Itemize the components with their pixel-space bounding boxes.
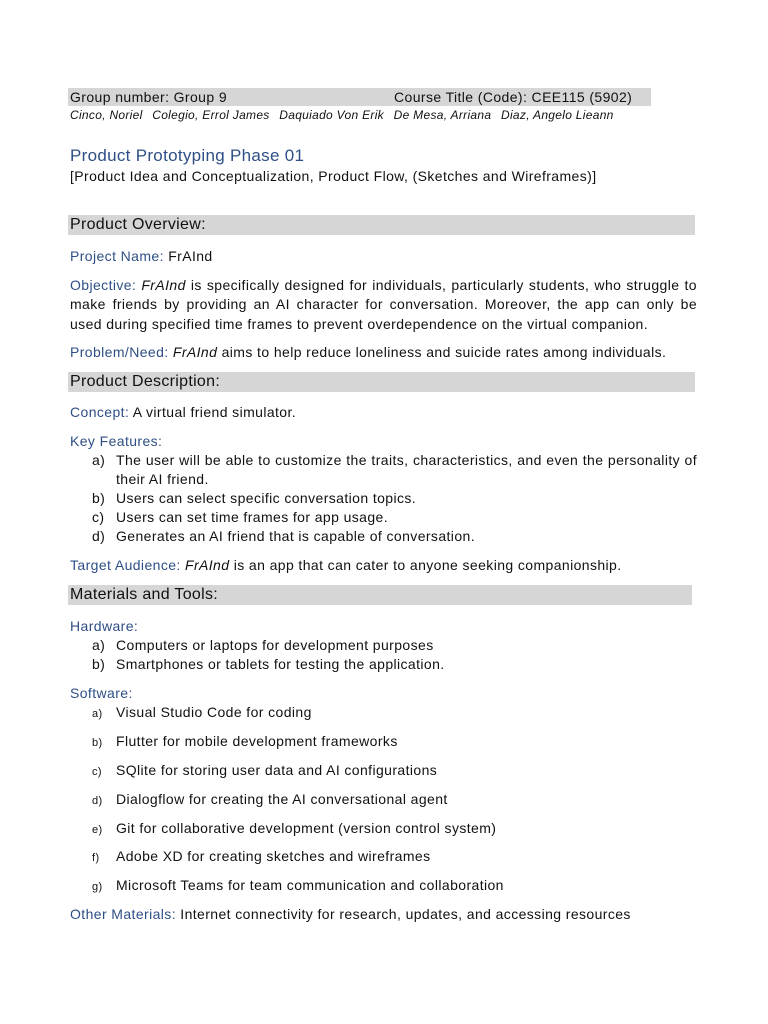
problem-text: aims to help reduce loneliness and suicide rates among individuals. bbox=[217, 344, 667, 360]
section-heading-materials: Materials and Tools: bbox=[68, 585, 692, 605]
list-item bbox=[92, 732, 398, 753]
list-item bbox=[92, 655, 445, 674]
author: De Mesa, Arriana bbox=[393, 108, 492, 122]
list-item bbox=[92, 489, 416, 508]
list-text: Users can set time frames for app usage. bbox=[116, 509, 388, 525]
target-audience-label: Target Audience: bbox=[70, 557, 181, 573]
key-features-label bbox=[70, 432, 162, 450]
list-marker: d) bbox=[92, 795, 103, 807]
list-marker: a) bbox=[92, 452, 106, 468]
list-item bbox=[92, 703, 312, 724]
course-title: Course Title (Code): CEE115 (5902) bbox=[394, 89, 633, 105]
objective-paragraph bbox=[70, 276, 697, 334]
list-marker: b) bbox=[92, 737, 103, 749]
other-materials-line bbox=[70, 905, 631, 923]
list-item bbox=[92, 636, 434, 655]
list-text: Microsoft Teams for team communication and collaboration bbox=[116, 877, 504, 893]
list-item bbox=[92, 527, 475, 546]
target-audience-text: is an app that can cater to anyone seeking companionship. bbox=[229, 557, 622, 573]
objective-app-name: FrAInd bbox=[141, 277, 186, 293]
section-heading-description: Product Description: bbox=[68, 372, 695, 392]
list-marker: f) bbox=[92, 852, 100, 864]
list-marker: b) bbox=[92, 656, 106, 672]
list-text: SQlite for storing user data and AI configurations bbox=[116, 762, 438, 778]
list-text: Adobe XD for creating sketches and wireframes bbox=[116, 848, 431, 864]
list-marker: g) bbox=[92, 881, 103, 893]
author-list bbox=[70, 108, 620, 122]
list-text: Visual Studio Code for coding bbox=[116, 704, 312, 720]
project-name-value: FrAInd bbox=[168, 248, 213, 264]
list-marker: a) bbox=[92, 708, 103, 720]
list-item bbox=[92, 876, 504, 897]
list-text: Dialogflow for creating the AI conversational agent bbox=[116, 791, 448, 807]
project-name-label: Project Name: bbox=[70, 248, 164, 264]
objective-text: is specifically designed for individuals, particularly students, who struggle to make friends by providing an AI character for conversation. Moreover, the app can only be used during specified time frames to prevent overdependence on the virtual companion. bbox=[70, 277, 697, 332]
list-item bbox=[92, 790, 448, 811]
problem-line bbox=[70, 343, 666, 361]
author: Daquiado Von Erik bbox=[279, 108, 384, 122]
other-materials-label: Other Materials: bbox=[70, 906, 176, 922]
problem-app-name: FrAInd bbox=[172, 344, 218, 360]
list-marker: c) bbox=[92, 509, 105, 525]
target-audience-app-name: FrAInd bbox=[185, 557, 230, 573]
author: Cinco, Noriel bbox=[70, 108, 143, 122]
software-label: Software: bbox=[70, 685, 133, 701]
group-number: Group number: Group 9 bbox=[70, 89, 228, 105]
list-marker: a) bbox=[92, 637, 106, 653]
list-marker: c) bbox=[92, 766, 102, 778]
list-item bbox=[92, 761, 437, 782]
list-item bbox=[92, 847, 430, 868]
list-item bbox=[92, 451, 697, 489]
software-label-line bbox=[70, 684, 133, 702]
objective-label: Objective: bbox=[70, 277, 137, 293]
target-audience-line bbox=[70, 556, 622, 574]
hardware-label-line bbox=[70, 617, 138, 635]
problem-label: Problem/Need: bbox=[70, 344, 169, 360]
phase-title: Product Prototyping Phase 01 bbox=[70, 146, 305, 165]
list-text: Generates an AI friend that is capable of conversation. bbox=[116, 528, 475, 544]
list-text: The user will be able to customize the traits, characteristics, and even the personality of their AI friend. bbox=[116, 452, 697, 487]
list-marker: b) bbox=[92, 490, 106, 506]
concept-label: Concept: bbox=[70, 404, 130, 420]
author: Diaz, Angelo Lieann bbox=[500, 108, 614, 122]
list-marker: d) bbox=[92, 528, 106, 544]
key-features-heading: Key Features: bbox=[70, 433, 163, 449]
list-item bbox=[92, 508, 388, 527]
hardware-label: Hardware: bbox=[70, 618, 139, 634]
concept-text: A virtual friend simulator. bbox=[132, 404, 297, 420]
phase-subtitle: [Product Idea and Conceptualization, Product Flow, (Sketches and Wireframes)] bbox=[70, 168, 597, 184]
list-text: Smartphones or tablets for testing the application. bbox=[116, 656, 445, 672]
other-materials-text: Internet connectivity for research, updates, and accessing resources bbox=[176, 906, 631, 922]
author: Colegio, Errol James bbox=[152, 108, 270, 122]
list-text: Git for collaborative development (version control system) bbox=[116, 820, 497, 836]
list-text: Flutter for mobile development frameworks bbox=[116, 733, 398, 749]
section-heading-overview: Product Overview: bbox=[68, 215, 695, 235]
project-name-line bbox=[70, 247, 213, 265]
list-item bbox=[92, 819, 496, 840]
group-course-bar bbox=[68, 88, 651, 106]
list-text: Computers or laptops for development purposes bbox=[116, 637, 434, 653]
concept-line bbox=[70, 403, 296, 421]
list-marker: e) bbox=[92, 824, 103, 836]
list-text: Users can select specific conversation topics. bbox=[116, 490, 417, 506]
